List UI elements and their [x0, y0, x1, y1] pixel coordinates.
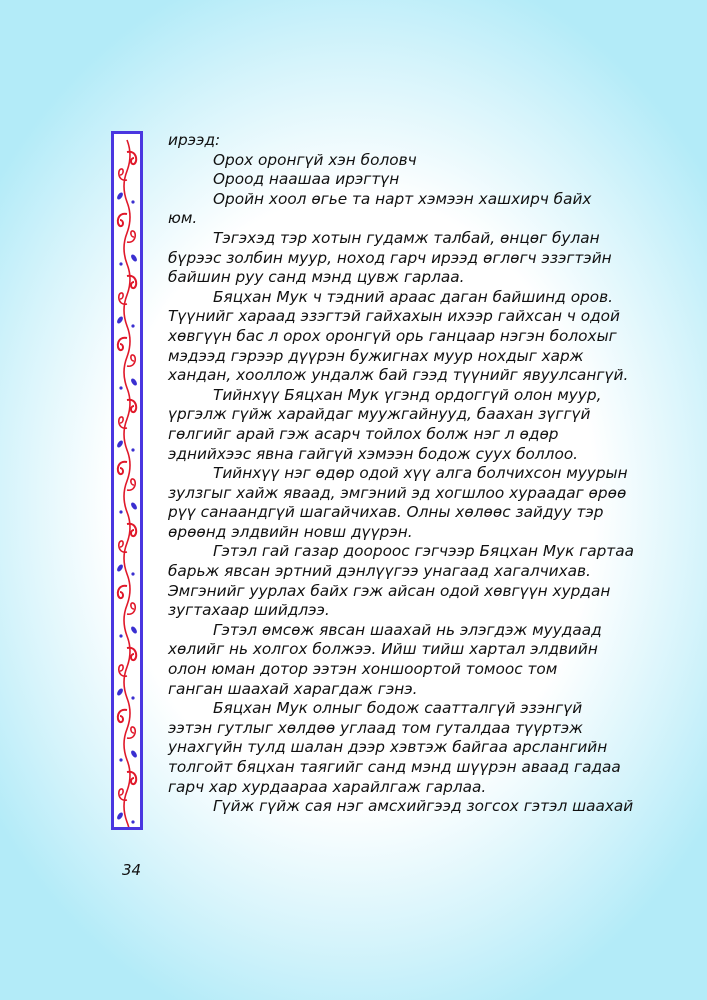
text-line: зулзгыг хайж яваад, эмгэний эд хогшлоо хураадаг өрөө [168, 483, 627, 502]
text-line: Гүйж гүйж сая нэг амсхийгээд зогсох гэтэл шаахай [213, 797, 634, 816]
text-line: Бяцхан Мук ч тэдний араас даган байшинд оров. [213, 287, 614, 306]
text-line: толгойт бяцхан таягийг санд мэнд шүүрэн аваад гадаа [168, 758, 621, 776]
text-line: эднийхээс явна гайгүй хэмээн бодож суух боллоо. [168, 444, 579, 463]
page-number: 34 [122, 861, 142, 879]
text-line: Гэтэл гай газар доороос гэгчээр Бяцхан Мук гартаа [213, 542, 634, 561]
text-line: хандан, хооллож ундалж бай гээд түүнийг явуулсангүй. [168, 366, 629, 385]
text-line: ганган шаахай харагдаж гэнэ. [168, 679, 418, 698]
text-line: Орох оронгүй хэн боловч [213, 150, 417, 169]
text-line: үргэлж гүйж харайдаг муужгайнууд, баахан зүггүй [168, 405, 591, 424]
text-line: Тэгэхэд тэр хотын гудамж талбай, өнцөг булан [213, 228, 600, 247]
text-line: байшин руу санд мэнд цувж гарлаа. [168, 268, 465, 287]
text-line: рүү санаандгүй шагайчихав. Олны хөлөөс зайдуу тэр [168, 503, 604, 522]
text-line: ээтэн гутлыг хөлдөө углаад том гуталдаа түүртэж [168, 718, 583, 737]
text-line: Тийнхүү нэг өдөр одой хүү алга болчихсон муурын [213, 464, 628, 483]
text-line: Гэтэл өмсөж явсан шаахай нь элэгдэж муудаад [213, 620, 602, 639]
text-line: хөвгүүн бас л орох оронгүй орь ганцаар нэгэн болохыг [168, 326, 617, 345]
text-line: Түүнийг хараад эзэгтэй гайхахын ихээр гайхсан ч одой [168, 307, 620, 326]
text-line: юм. [168, 209, 198, 228]
text-line: барьж явсан эртний дэнлүүгээ унагаад хагалчихав. [168, 562, 591, 581]
text-line: гарч хар хурдаараа харайлгаж гарлаа. [168, 777, 487, 796]
text-line: ирээд: [168, 131, 221, 149]
text-line: хөлийг нь холгох болжээ. Ийш тийш хартал элдвийн [168, 640, 598, 659]
text-line: олон юман дотор ээтэн хоншоортой томоос том [168, 660, 558, 679]
text-line: Тийнхүү Бяцхан Мук үгэнд ордоггүй олон муур, [213, 385, 602, 404]
text-line: өрөөнд элдвийн новш дүүрэн. [168, 522, 413, 541]
text-line: бүрээс золбин муур, ноход гарч ирээд өглөгч эзэгтэйн [168, 248, 612, 267]
text-line: Эмгэнийг уурлах байх гэж айсан одой хөвгүүн хурдан [168, 581, 611, 600]
ornament-border [111, 131, 143, 830]
text-line: Оройн хоол өгье та нарт хэмээн хашхирч байх [213, 189, 592, 208]
text-line: зугтахаар шийдлээ. [168, 601, 330, 620]
text-line: мэдээд гэрээр дүүрэн бужигнах муур нохдыг харж [168, 346, 584, 365]
text-line: гөлгийг арай гэж асарч тойлох болж нэг л өдөр [168, 424, 559, 443]
page-body-text [168, 131, 634, 817]
text-line: Ороод наашаа ирэгтүн [213, 170, 400, 189]
text-line: Бяцхан Мук олныг бодож саатталгүй эзэнгүй [213, 699, 583, 718]
text-line: унахгүйн тулд шалан дээр хэвтэж байгаа арслангийн [168, 738, 608, 757]
vine-ornament-icon [114, 134, 140, 827]
